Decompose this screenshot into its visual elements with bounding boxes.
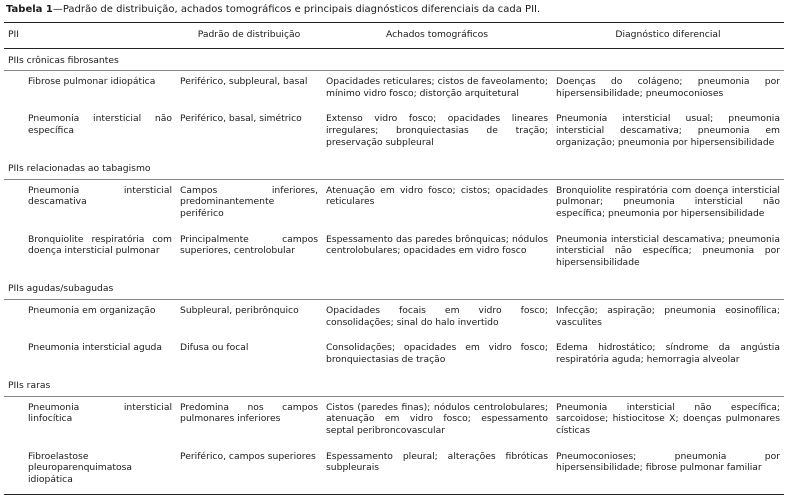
table-caption (6, 3, 540, 17)
pii-name: Fibroelastose pleuroparenquimatosa idiopática (4, 446, 176, 495)
distribution-cell: Difusa ou focal (180, 342, 249, 354)
findings-cell: Espessamento das paredes brônquicas; nódulos centrolobulares; opacidades em vidro fosco (326, 233, 548, 257)
pii-name: Bronquiolite respiratória com doença intersticial pulmonar (28, 233, 172, 257)
findings-cell: Extenso vidro fosco; opacidades lineares irregulares; bronquiectasias de tração; preservação subpleural (326, 113, 548, 148)
distribution-cell: Periférico, campos superiores (176, 446, 322, 495)
table-row (4, 396, 784, 445)
pii-name: Pneumonia em organização (28, 304, 156, 316)
group-row (4, 48, 784, 71)
distribution-cell: Predomina nos campos pulmonares inferiores (180, 401, 318, 425)
header-findings: Achados tomográficos (322, 23, 552, 49)
findings-cell: Opacidades focais em vidro fosco; consolidações; sinal do halo invertido (326, 304, 548, 328)
differential-cell: Pneumonia intersticial usual; pneumonia intersticial descamativa; pneumonia em organização; pneumonia por hipersensibilidade (556, 113, 780, 148)
findings-cell: Atenuação em vidro fosco; cistos; opacidades reticulares (326, 184, 548, 208)
table-row (4, 229, 784, 278)
findings-cell: Consolidações; opacidades em vidro fosco; bronquiectasias de tração (326, 342, 548, 365)
group-title: PIIs crônicas fibrosantes (4, 48, 784, 71)
header-distribution: Padrão de distribuição (176, 23, 322, 49)
distribution-cell: Principalmente campos superiores, centrolobular (180, 233, 318, 257)
differential-cell: Pneumonia intersticial não específica; sarcoidose; histiocitose X; doenças pulmonares císticas (556, 401, 780, 437)
distribution-cell: Periférico, basal, simétrico (180, 113, 302, 125)
pii-name: Pneumonia intersticial descamativa (28, 184, 172, 208)
group-title: PIIs raras (4, 374, 784, 396)
differential-cell: Bronquiolite respiratória com doença intersticial pulmonar; pneumonia intersticial não específica; pneumonia por hipersensibilidade (556, 184, 780, 219)
pii-name: Pneumonia intersticial linfocítica (28, 401, 172, 425)
table-row (4, 108, 784, 157)
table-row (4, 446, 784, 495)
findings-cell: Cistos (paredes finas); nódulos centrolobulares; atenuação em vidro fosco; espessamento septal peribroncovascular (326, 401, 548, 437)
group-row (4, 277, 784, 299)
group-title: PIIs agudas/subagudas (4, 277, 784, 299)
table-row (4, 337, 784, 374)
findings-cell: Espessamento pleural; alterações fibróticas subpleurais (322, 446, 552, 495)
differential-cell: Pneumoconioses; pneumonia por hipersensibilidade; fibrose pulmonar familiar (552, 446, 784, 495)
distribution-cell: Campos inferiores, predominantemente periférico (180, 184, 318, 219)
table-row (4, 71, 784, 109)
group-row (4, 374, 784, 396)
pii-name: Pneumonia intersticial aguda (28, 342, 162, 354)
differential-cell: Pneumonia intersticial descamativa; pneumonia intersticial não específica; pneumonia por hipersensibilidade (556, 233, 780, 268)
group-title: PIIs relacionadas ao tabagismo (4, 157, 784, 179)
pii-name: Fibrose pulmonar idiopática (28, 76, 156, 88)
group-row (4, 157, 784, 179)
table-row (4, 299, 784, 337)
distribution-cell: Subpleural, peribrônquico (180, 304, 299, 316)
pii-name: Pneumonia intersticial não específica (28, 113, 172, 136)
distribution-cell: Periférico, subpleural, basal (180, 76, 308, 88)
header-differential: Diagnóstico diferencial (552, 23, 784, 49)
table-row (4, 179, 784, 228)
header-row (4, 23, 784, 49)
differential-cell: Edema hidrostático; síndrome da angústia respiratória aguda; hemorragia alveolar (556, 342, 780, 365)
caption-text: —Padrão de distribuição, achados tomográficos e principais diagnósticos diferenciais da cada PII. (52, 4, 541, 15)
diagnosis-table (4, 22, 784, 495)
header-pii: PII (4, 23, 176, 49)
differential-cell: Infecção; aspiração; pneumonia eosinofílica; vasculites (556, 304, 780, 328)
findings-cell: Opacidades reticulares; cistos de faveolamento; mínimo vidro fosco; distorção arquitetural (326, 76, 548, 99)
differential-cell: Doenças do colágeno; pneumonia por hipersensibilidade; pneumoconioses (556, 76, 780, 99)
caption-label: Tabela 1 (6, 4, 53, 15)
